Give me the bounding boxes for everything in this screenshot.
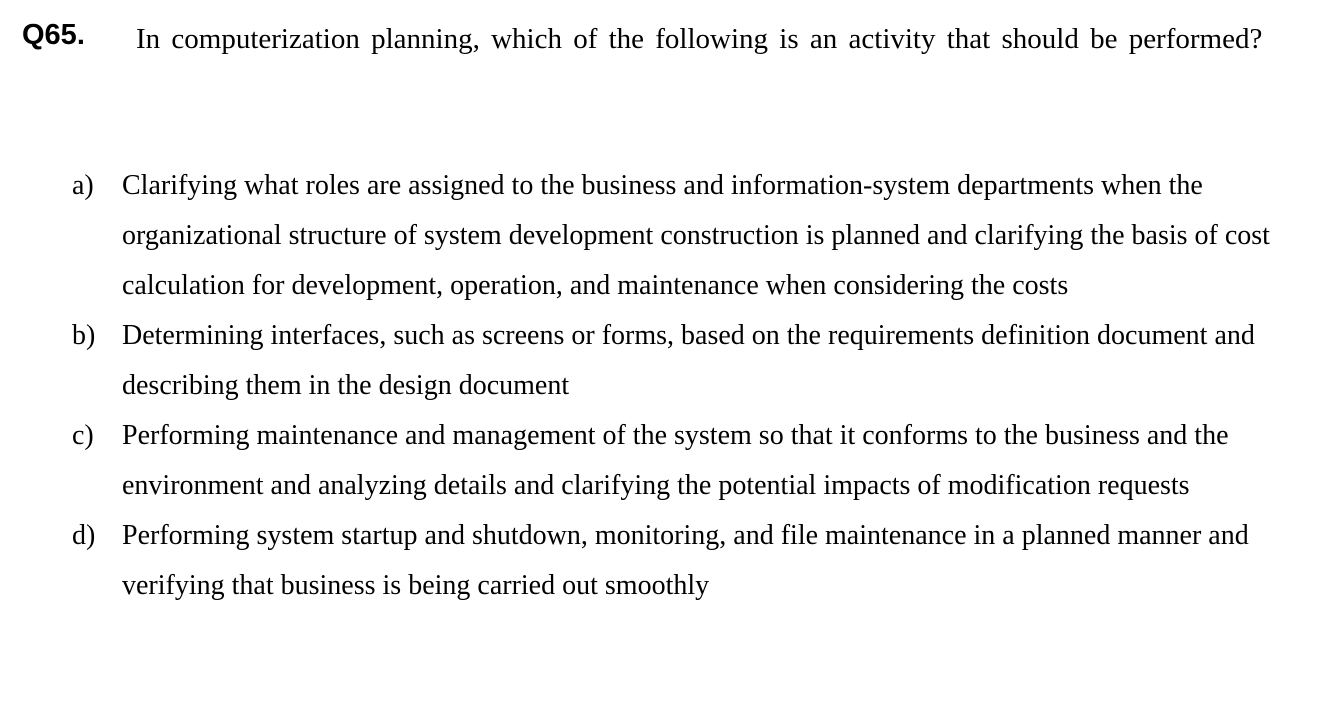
option-text-c: Performing maintenance and management of the system so that it conforms to the business and the environment and analyzing details and clarifying the potential impacts of modification requests <box>122 420 1229 501</box>
option-letter-d: d) <box>72 520 96 551</box>
option-d[interactable] <box>72 511 1312 611</box>
option-letter-a: a) <box>72 170 94 201</box>
option-text-b: Determining interfaces, such as screens or forms, based on the requirements definition document and describing them in the design document <box>122 320 1255 401</box>
option-c[interactable] <box>72 411 1312 511</box>
option-text-a: Clarifying what roles are assigned to the business and information-system departments when the organizational structure of system development construction is planned and clarifying the basis of cost calculation for development, operation, and maintenance when considering the costs <box>122 170 1270 301</box>
option-a[interactable] <box>72 161 1312 311</box>
question-stem: In computerization planning, which of the following is an activity that should be performed? <box>136 23 1263 55</box>
option-letter-b: b) <box>72 320 96 351</box>
option-letter-c: c) <box>72 420 94 451</box>
question-number: Q65. <box>22 19 85 51</box>
option-b[interactable] <box>72 311 1312 411</box>
option-text-d: Performing system startup and shutdown, monitoring, and file maintenance in a planned manner and verifying that business is being carried out smoothly <box>122 520 1249 601</box>
answer-options <box>72 161 1312 611</box>
